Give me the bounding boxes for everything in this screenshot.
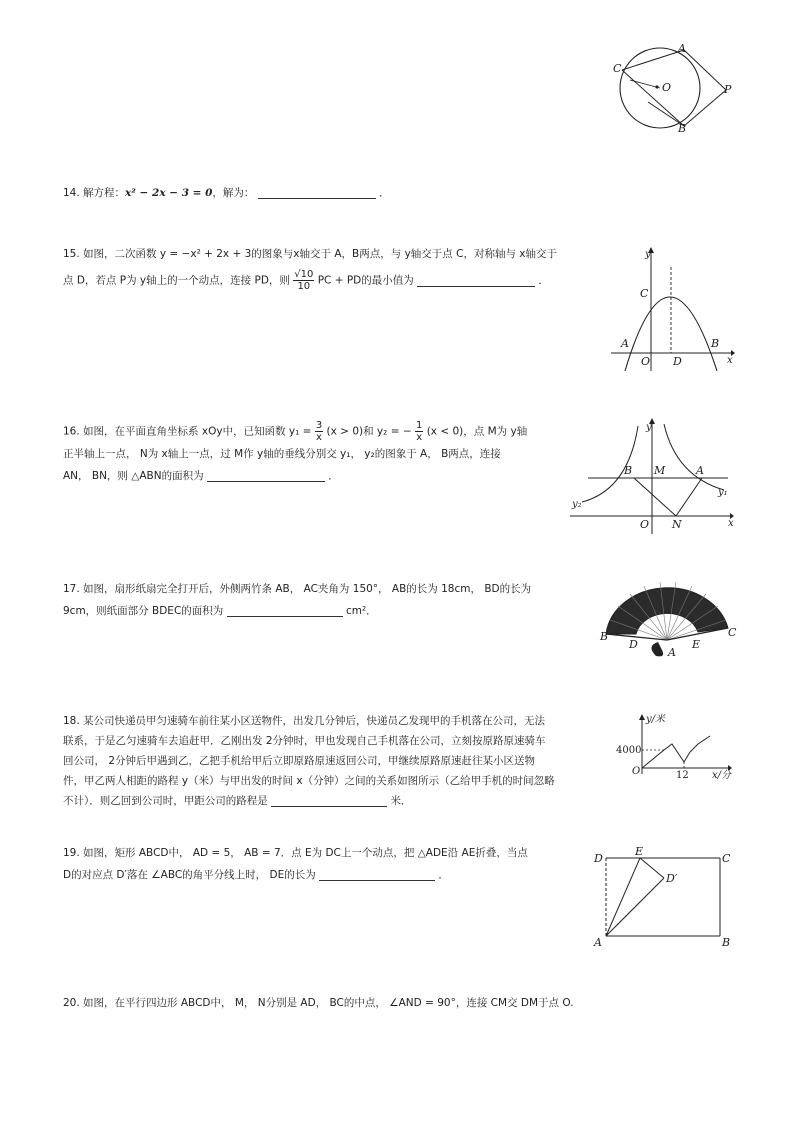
answer-blank-15[interactable] — [417, 272, 535, 287]
label-C: C — [613, 62, 622, 75]
answer-blank-17[interactable] — [227, 602, 343, 617]
parabola-figure — [607, 245, 737, 375]
label-O: O — [640, 518, 650, 531]
label-B: B — [600, 630, 609, 643]
fan-figure — [596, 576, 738, 662]
answer-blank-14[interactable] — [258, 184, 376, 199]
label-D: D — [594, 852, 603, 865]
label-C: C — [640, 287, 649, 300]
label-A: A — [594, 936, 602, 949]
question-15: 15. 如图，二次函数 y = −x² + 2x + 3的图象与x轴交于 A，B两点，与 y轴交于点 C，对称轴与 x轴交于 点 D，若点 P为 y轴上的一个动点，连接 PD，则 $\frac{√10}{10}$ PC + PD的最小值为 ． — [63, 248, 558, 292]
label-A: A — [621, 337, 629, 350]
axis-y-label: y/米 — [646, 714, 666, 725]
label-E: E — [692, 638, 701, 651]
y-tick-4000: 4000 — [616, 745, 642, 756]
circle-tangent-figure — [608, 40, 738, 150]
question-20: 20. 如图，在平行四边形 ABCD中， M， N分别是 AD， BC的中点， ∠AND = 90°，连接 CM交 DM于点 O. — [63, 997, 574, 1009]
axis-x-label: x — [728, 518, 734, 529]
label-B: B — [722, 936, 731, 949]
label-E: E — [635, 845, 644, 858]
question-18: 18. 某公司快递员甲匀速骑车前往某小区送物件，出发几分钟后，快递员乙发现甲的手机落在公司，无法 联系，于是乙匀速骑车去追赶甲．乙刚出发 2分钟时，甲也发现自己手机落在公司，立刻按原路原速骑车 回公司， 2分钟后甲遇到乙，乙把手机给甲后立即原路原速返回公司，甲继续原路原速赶往某小区送物 件，甲乙两人相距的路程 y（米）与甲出发的时间 x（分钟）之间的关系如图所示（乙给甲手机的时间忽略 不计）．则乙回到公司时，甲距公司的路程是 米． — [63, 715, 555, 807]
label-y2: y₂ — [572, 499, 582, 510]
label-B: B — [711, 337, 720, 350]
question-19: 19. 如图，矩形 ABCD中， AD = 5， AB = 7．点 E为 DC上一个动点，把 △ADE沿 AE折叠，当点 D的对应点 D′落在 ∠ABC的角平分线上时， DE的长为 ． — [63, 847, 528, 881]
fraction-sqrt10-over-10: $\frac{√10}{10}$ — [294, 269, 314, 292]
label-B: B — [678, 122, 687, 135]
label-A: A — [678, 42, 686, 55]
label-O: O — [662, 81, 672, 94]
question-17: 17. 如图，扇形纸扇完全打开后，外侧两竹条 AB， AC夹角为 150°， AB的长为 18cm， BD的长为 9cm，则纸面部分 BDEC的面积为 cm²． — [63, 583, 532, 617]
label-D: D — [673, 355, 682, 368]
axis-y-label: y — [646, 422, 652, 433]
label-O: O — [632, 766, 641, 777]
axis-x-label: x/分 — [712, 770, 732, 781]
label-A: A — [668, 646, 676, 659]
label-A: A — [696, 464, 704, 477]
answer-blank-18[interactable] — [271, 792, 387, 807]
label-D: D — [629, 638, 638, 651]
question-14: 14. 解方程：x² − 2x − 3 = 0，解为： ． — [63, 182, 390, 204]
label-D-prime: D′ — [666, 872, 678, 885]
axis-y-label: y — [645, 249, 651, 260]
label-C: C — [728, 626, 737, 639]
label-C: C — [722, 852, 731, 865]
label-B: B — [624, 464, 633, 477]
rectangle-fold-figure — [590, 842, 738, 950]
question-16: 16. 如图，在平面直角坐标系 xOy中，已知函数 y₁ = $\frac{3}{x}$ (x > 0)和 y₂ = − $\frac{1}{x}$ (x < 0)，点 M为 y轴 正半轴上一点， N为 x轴上一点，过 M作 y轴的垂线分别交 y₁， y₂的图象于 A， B两点，连接 AN， BN，则 △ABN的面积为 ． — [63, 420, 528, 482]
x-tick-12: 12 — [676, 770, 689, 781]
hyperbola-figure — [568, 418, 738, 536]
label-P: P — [724, 83, 732, 96]
label-O: O — [641, 355, 651, 368]
answer-blank-19[interactable] — [319, 866, 435, 881]
label-N: N — [672, 518, 682, 531]
label-y1: y₁ — [718, 487, 728, 498]
axis-x-label: x — [727, 355, 733, 366]
label-M: M — [654, 464, 666, 477]
distance-time-graph — [614, 712, 736, 782]
answer-blank-16[interactable] — [207, 467, 325, 482]
